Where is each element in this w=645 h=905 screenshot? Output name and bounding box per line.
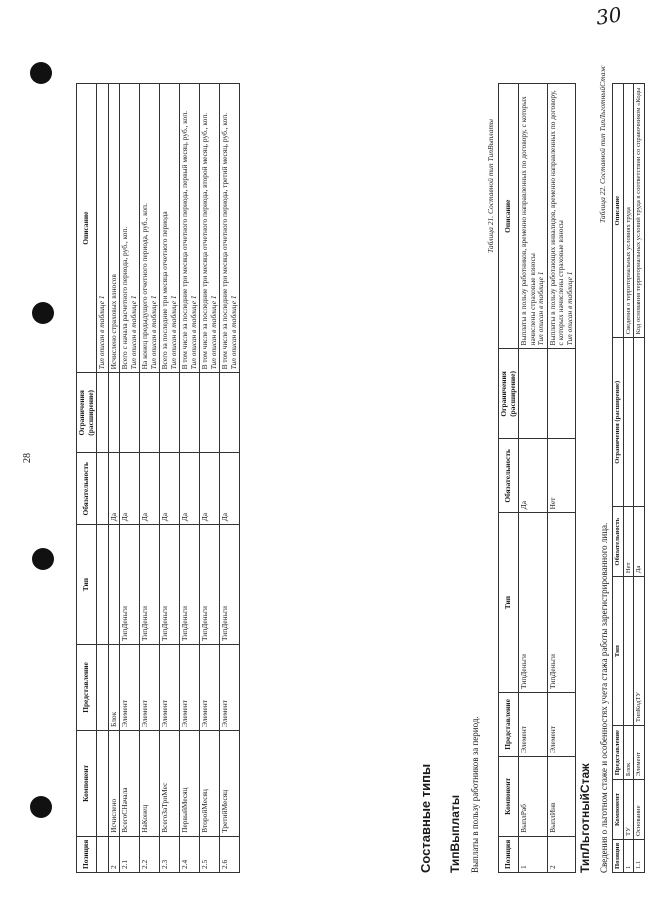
cell-required: Нет bbox=[623, 507, 634, 577]
description-text: Исчислено страховых взносов bbox=[108, 274, 118, 370]
table-row bbox=[547, 84, 576, 873]
cell-type: ТипДеньги bbox=[120, 525, 140, 645]
type-note: Тип описан в таблице 1 bbox=[536, 271, 546, 346]
cell-representation: Элемент bbox=[200, 645, 220, 731]
table-header-row bbox=[613, 84, 624, 873]
col-header-required: Обязательность bbox=[613, 507, 624, 577]
cell-limits bbox=[200, 373, 220, 453]
cell-position: 2.1 bbox=[120, 836, 140, 872]
handwritten-page-mark: 30 bbox=[594, 2, 623, 30]
cell-type: ТипДеньги bbox=[140, 525, 160, 645]
col-header-description: Описание bbox=[499, 84, 519, 349]
table-row bbox=[120, 84, 140, 873]
cell-required: Да bbox=[634, 507, 645, 577]
col-header-representation: Представление bbox=[613, 726, 624, 780]
description-text: Всего за последние три месяца отчетного периода bbox=[160, 211, 170, 370]
cell-component: ВыплИнв bbox=[547, 756, 576, 836]
type-description-vyplaty: Выплаты в пользу работников за период. bbox=[470, 716, 480, 873]
cell-position: 1 bbox=[519, 836, 548, 872]
table-row bbox=[220, 84, 240, 873]
cell-component: Исчислено bbox=[108, 730, 120, 836]
cell-representation: Блок bbox=[623, 726, 634, 780]
description-text: В том числе за последние три месяца отчетного периода, третий месяц, руб., коп. bbox=[220, 112, 230, 370]
col-header-component: Компонент bbox=[499, 756, 519, 836]
col-header-type: Тип bbox=[613, 577, 624, 726]
cell-type: ТипДеньги bbox=[519, 513, 548, 693]
cell-representation: Элемент bbox=[519, 692, 548, 756]
cell-representation: Элемент bbox=[547, 692, 576, 756]
cell-component: ТретийМесяц bbox=[220, 730, 240, 836]
col-header-type: Тип bbox=[77, 525, 97, 645]
cell-component: ВторойМесяц bbox=[200, 730, 220, 836]
table-22 bbox=[612, 83, 645, 873]
cell-representation: Элемент bbox=[160, 645, 180, 731]
table-row bbox=[623, 84, 634, 873]
description-text: Код основания территориальных условий труда в соответствии со справочником «Коды bbox=[635, 87, 643, 335]
type-note: Тип описан в таблице 1 bbox=[188, 295, 198, 370]
description-text: В том числе за последние три месяца отчетного периода, второй месяц, руб., коп. bbox=[200, 112, 210, 370]
cell-required: Да bbox=[180, 453, 200, 525]
cell-position: 1.1 bbox=[634, 839, 645, 872]
table-21 bbox=[498, 83, 576, 873]
cell-component: ВыплРаб bbox=[519, 756, 548, 836]
cell-required: Да bbox=[220, 453, 240, 525]
table-row bbox=[634, 84, 645, 873]
col-header-limits: Ограничения (расширение) bbox=[77, 373, 97, 453]
cell-description bbox=[140, 84, 160, 373]
cell-required: Да bbox=[519, 439, 548, 513]
description-text: Всего с начала расчетного периода, руб., коп. bbox=[120, 226, 130, 370]
cell-type: ТипКодТУ bbox=[634, 577, 645, 726]
cell-type: ТипДеньги bbox=[180, 525, 200, 645]
cell-representation: Элемент bbox=[120, 645, 140, 731]
col-header-required: Обязательность bbox=[77, 453, 97, 525]
cell-representation: Блок bbox=[108, 645, 120, 731]
cell-required: Да bbox=[120, 453, 140, 525]
cell-required: Да bbox=[108, 453, 120, 525]
table-continuation bbox=[76, 83, 240, 873]
cell-component bbox=[97, 730, 109, 836]
type-description-lgot: Сведения о льготном стаже и особенностях учета стажа работы зарегистрированного лица. bbox=[599, 522, 609, 873]
type-note: Тип описан в таблице 1 bbox=[228, 295, 238, 370]
type-note: Тип описан в таблице 1 bbox=[168, 295, 178, 370]
col-header-description: Описание bbox=[613, 84, 624, 338]
cell-description bbox=[634, 84, 645, 338]
col-header-component: Компонент bbox=[77, 730, 97, 836]
cell-representation: Элемент bbox=[634, 726, 645, 780]
cell-component: ТУ bbox=[623, 780, 634, 840]
cell-limits bbox=[519, 349, 548, 439]
col-header-limits: Ограничения (расширение) bbox=[499, 349, 519, 439]
cell-description bbox=[160, 84, 180, 373]
cell-limits bbox=[108, 373, 120, 453]
cell-limits bbox=[97, 373, 109, 453]
cell-limits bbox=[140, 373, 160, 453]
cell-type bbox=[623, 577, 634, 726]
table-row bbox=[140, 84, 160, 873]
cell-type: ТипДеньги bbox=[547, 513, 576, 693]
description-text: Сведения о территориальных условиях труда bbox=[624, 207, 632, 335]
cell-required bbox=[97, 453, 109, 525]
cell-position: 2 bbox=[108, 836, 120, 872]
cell-limits bbox=[547, 349, 576, 439]
cell-required: Да bbox=[160, 453, 180, 525]
type-heading-vyplaty: ТипВыплаты bbox=[448, 794, 462, 873]
cell-representation bbox=[97, 645, 109, 731]
cell-type: ТипДеньги bbox=[220, 525, 240, 645]
cell-position: 2.2 bbox=[140, 836, 160, 872]
type-note: Тип описан в таблице 1 bbox=[148, 295, 158, 370]
cell-required: Да bbox=[200, 453, 220, 525]
table-row bbox=[519, 84, 548, 873]
description-text: В том числе за последние три месяца отчетного периода, первый месяц, руб., коп. bbox=[180, 110, 190, 370]
cell-type: ТипДеньги bbox=[160, 525, 180, 645]
type-heading-lgot: ТипЛьготныйСтаж bbox=[578, 763, 592, 873]
description-text: Выплаты в пользу работников, временно направленных по договору, с которых начислены страховые взносы bbox=[519, 96, 537, 346]
cell-component: ВсегоСНачала bbox=[120, 730, 140, 836]
description-text: Выплаты в пользу работающих инвалидов, временно направленных по договору, с которых начислены страховые взносы bbox=[547, 90, 566, 346]
cell-type bbox=[97, 525, 109, 645]
cell-position: 1 bbox=[623, 839, 634, 872]
col-header-position: Позиция bbox=[77, 836, 97, 872]
col-header-component: Компонент bbox=[613, 780, 624, 840]
col-header-position: Позиция bbox=[499, 836, 519, 872]
section-heading: Составные типы bbox=[418, 763, 433, 873]
type-note: Тип описан в таблице 1 bbox=[564, 271, 574, 346]
type-note: Тип описан в таблице 1 bbox=[97, 295, 107, 370]
cell-description bbox=[180, 84, 200, 373]
cell-position: 2.3 bbox=[160, 836, 180, 872]
cell-representation: Элемент bbox=[180, 645, 200, 731]
cell-limits bbox=[120, 373, 140, 453]
col-header-position: Позиция bbox=[613, 839, 624, 872]
cell-position: 2.5 bbox=[200, 836, 220, 872]
table-row bbox=[160, 84, 180, 873]
cell-type bbox=[108, 525, 120, 645]
cell-limits bbox=[220, 373, 240, 453]
cell-position: 2 bbox=[547, 836, 576, 872]
cell-component: ПервыйМесяц bbox=[180, 730, 200, 836]
type-note: Тип описан в таблице 1 bbox=[128, 295, 138, 370]
cell-position bbox=[97, 836, 109, 872]
table-header-row bbox=[499, 84, 519, 873]
cell-description bbox=[519, 84, 548, 349]
cell-position: 2.4 bbox=[180, 836, 200, 872]
type-note: Тип описан в таблице 1 bbox=[208, 295, 218, 370]
cell-required: Нет bbox=[547, 439, 576, 513]
cell-component: НаКонец bbox=[140, 730, 160, 836]
cell-limits bbox=[180, 373, 200, 453]
cell-description bbox=[108, 84, 120, 373]
cell-description bbox=[547, 84, 576, 349]
col-header-description: Описание bbox=[77, 84, 97, 373]
table-row bbox=[108, 84, 120, 873]
cell-description bbox=[97, 84, 109, 373]
cell-description bbox=[220, 84, 240, 373]
col-header-representation: Представление bbox=[499, 692, 519, 756]
cell-limits bbox=[634, 338, 645, 507]
cell-position: 2.6 bbox=[220, 836, 240, 872]
cell-description bbox=[623, 84, 634, 338]
cell-required: Да bbox=[140, 453, 160, 525]
cell-representation: Элемент bbox=[140, 645, 160, 731]
table-row bbox=[180, 84, 200, 873]
col-header-type: Тип bbox=[499, 513, 519, 693]
col-header-limits: Ограничения (расширение) bbox=[613, 338, 624, 507]
col-header-required: Обязательность bbox=[499, 439, 519, 513]
col-header-representation: Представление bbox=[77, 645, 97, 731]
cell-description bbox=[200, 84, 220, 373]
table-caption-22: Таблица 22. Составной тип ТипЛьготныйСтаж bbox=[598, 65, 607, 223]
table-row bbox=[97, 84, 109, 873]
cell-type: ТипДеньги bbox=[200, 525, 220, 645]
cell-limits bbox=[160, 373, 180, 453]
page-number: 28 bbox=[22, 453, 33, 463]
cell-component: Основание bbox=[634, 780, 645, 840]
table-caption-21: Таблица 21. Составной тип ТипВыплаты bbox=[486, 118, 495, 253]
cell-representation: Элемент bbox=[220, 645, 240, 731]
cell-description bbox=[120, 84, 140, 373]
cell-limits bbox=[623, 338, 634, 507]
description-text: На конец предыдущего отчетного периода, руб., коп. bbox=[140, 203, 150, 370]
table-row bbox=[200, 84, 220, 873]
cell-component: ВсегоЗаТриМес bbox=[160, 730, 180, 836]
table-header-row bbox=[77, 84, 97, 873]
